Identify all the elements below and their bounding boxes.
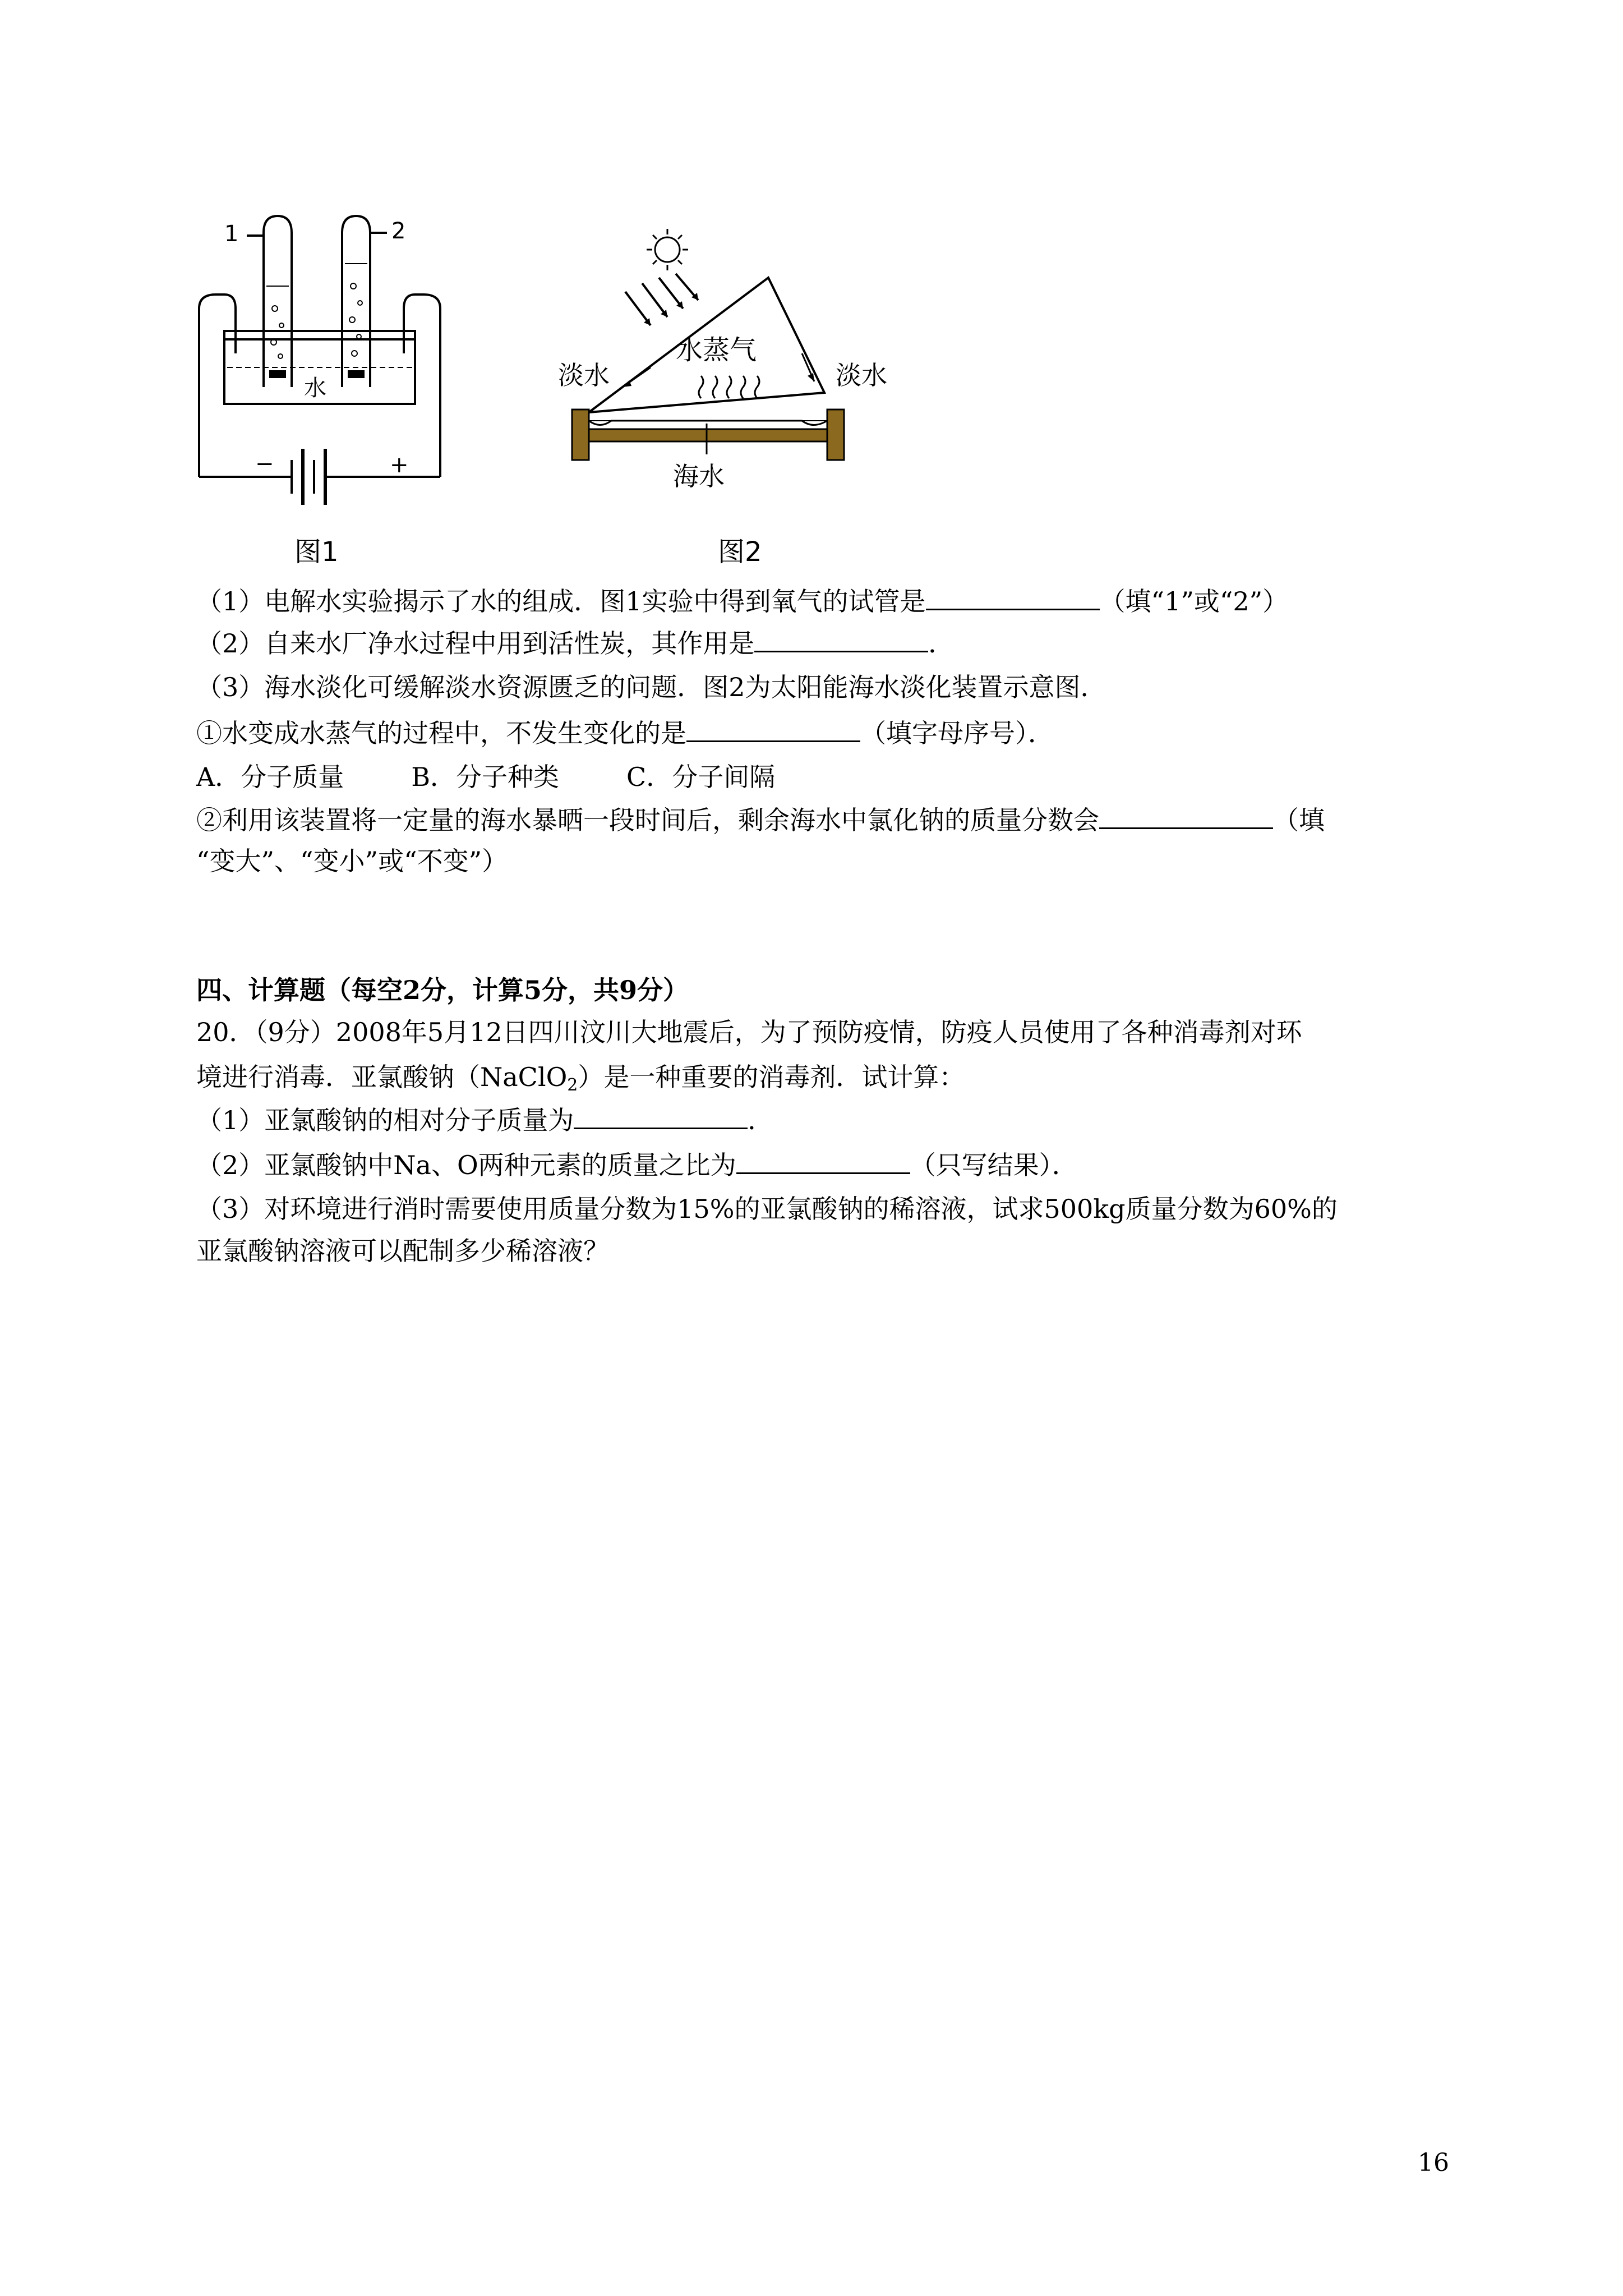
q20-part3-line1: （3）对环境进行消时需要使用质量分数为15%的亚氯酸钠的稀溶液，试求500kg质量分数为60%的 (196, 1194, 1338, 1224)
q19-options (196, 757, 775, 797)
seawater-label: 海水 (673, 461, 725, 491)
page-number: 16 (1418, 2148, 1449, 2177)
q19-part1: （1）电解水实验揭示了水的组成．图1实验中得到氧气的试管是 （填“1”或“2”） (196, 581, 1288, 621)
vapor-label: 水蒸气 (676, 334, 757, 366)
q20-part1: （1）亚氯酸钠的相对分子质量为 ． (196, 1099, 773, 1140)
figure-2-desalination-diagram (555, 224, 887, 572)
option-c: C．分子间隔 (626, 762, 776, 792)
tube-label-1: 1 (224, 221, 239, 247)
q20-line1: 20．（9分）2008年5月12日四川汶川大地震后，为了预防疫情，防疫人员使用了各种消毒剂对环 (196, 1017, 1302, 1047)
q19-sub2: ②利用该装置将一定量的海水暴晒一段时间后，剩余海水中氯化钠的质量分数会 （填 (196, 799, 1325, 840)
answer-blank-1[interactable] (926, 581, 1100, 610)
sun-icon (647, 229, 688, 270)
fresh-water-right-label: 淡水 (836, 360, 887, 390)
option-a: A．分子质量 (196, 762, 344, 792)
section-4-heading: 四、计算题（每空2分，计算5分，共9分） (196, 975, 689, 1005)
answer-blank-3[interactable] (686, 712, 860, 742)
answer-blank-5[interactable] (574, 1099, 748, 1129)
fresh-water-left-label: 淡水 (558, 360, 610, 390)
answer-blank-4[interactable] (1099, 799, 1273, 829)
answer-blank-2[interactable] (754, 623, 928, 652)
plus-sign: + (390, 452, 409, 478)
option-b: B．分子种类 (411, 762, 560, 792)
minus-sign: − (255, 451, 274, 477)
q19-sub1: ①水变成水蒸气的过程中，不发生变化的是 （填字母序号）． (196, 712, 1054, 753)
figure-1-caption: 图1 (294, 536, 339, 568)
water-label: 水 (304, 375, 326, 401)
q19-part3: （3）海水淡化可缓解淡水资源匮乏的问题．图2为太阳能海水淡化装置示意图． (196, 672, 1106, 702)
answer-blank-6[interactable] (736, 1144, 910, 1174)
q20-part3-line2: 亚氯酸钠溶液可以配制多少稀溶液？ (196, 1236, 609, 1266)
figure-2-caption: 图2 (718, 536, 762, 568)
tube-label-2: 2 (391, 218, 406, 244)
q20-part2: （2）亚氯酸钠中Na、O两种元素的质量之比为 （只写结果）． (196, 1144, 1078, 1185)
q19-part2: （2）自来水厂净水过程中用到活性炭，其作用是 ． (196, 623, 954, 663)
figure-1-electrolysis-diagram (191, 202, 454, 572)
q19-sub2-line2: “变大”、“变小”或“不变”） (196, 846, 508, 876)
q20-line2: 境进行消毒．亚氯酸钠（NaClO$_2$）是一种重要的消毒剂．试计算： (196, 1062, 965, 1095)
